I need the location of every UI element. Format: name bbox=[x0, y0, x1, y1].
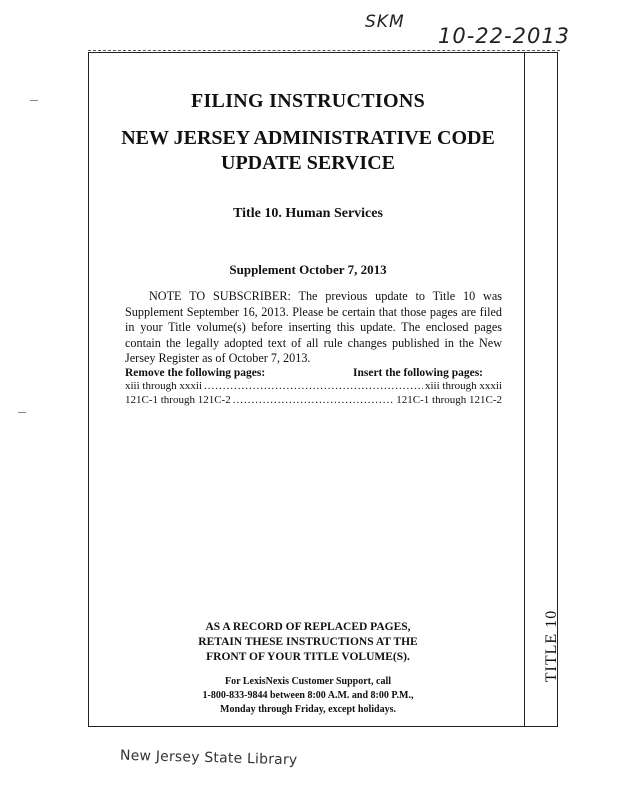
heading-code-update bbox=[93, 126, 523, 176]
handwritten-initials: SKM bbox=[365, 12, 405, 32]
support-line: 1-800-833-9844 between 8:00 A.M. and 8:00 P.M., bbox=[202, 690, 414, 701]
customer-support bbox=[93, 675, 523, 717]
supplement-date: Supplement October 7, 2013 bbox=[229, 262, 387, 277]
record-line: FRONT OF YOUR TITLE VOLUME(S). bbox=[206, 651, 410, 663]
title-tab-label: TITLE 10 bbox=[543, 609, 560, 683]
insert-range: xiii through xxxii bbox=[425, 380, 502, 392]
heading-filing-instructions: FILING INSTRUCTIONS bbox=[190, 90, 426, 112]
support-line: Monday through Friday, except holidays. bbox=[220, 704, 396, 715]
heading-line: UPDATE SERVICE bbox=[221, 152, 395, 174]
remove-pages-header: Remove the following pages: bbox=[125, 367, 266, 379]
record-line: AS A RECORD OF REPLACED PAGES, bbox=[205, 621, 411, 633]
scan-mark bbox=[18, 412, 26, 413]
record-notice bbox=[93, 620, 523, 665]
remove-range: xiii through xxxii bbox=[125, 380, 202, 392]
subscriber-note: NOTE TO SUBSCRIBER: The previous update to Title 10 was Supplement September 16, 2013. Please be certain that those pages are filed in your Title volume(s) before inserting this update. The enclosed pages contain the legally adopted text of all rule changes published in the New Jersey Register as of October 7, 2013. bbox=[125, 289, 502, 366]
subtitle-title: Title 10. Human Services bbox=[233, 206, 383, 221]
pages-row bbox=[125, 394, 502, 407]
scan-mark bbox=[30, 100, 38, 101]
remove-range: 121C-1 through 121C-2 bbox=[125, 394, 231, 406]
top-dashed-line bbox=[88, 50, 560, 51]
insert-pages-header: Insert the following pages: bbox=[353, 367, 484, 379]
tab-divider bbox=[524, 52, 525, 727]
title-tab bbox=[542, 610, 562, 682]
heading-line: NEW JERSEY ADMINISTRATIVE CODE bbox=[121, 127, 495, 149]
record-line: RETAIN THESE INSTRUCTIONS AT THE bbox=[198, 636, 418, 648]
insert-range: 121C-1 through 121C-2 bbox=[396, 394, 502, 406]
dot-leader bbox=[233, 394, 395, 407]
dot-leader bbox=[204, 380, 423, 393]
support-line: For LexisNexis Customer Support, call bbox=[224, 676, 391, 687]
pages-row bbox=[125, 380, 502, 393]
handwritten-date: 10-22-2013 bbox=[438, 24, 571, 48]
library-stamp: New Jersey State Library bbox=[119, 747, 298, 769]
